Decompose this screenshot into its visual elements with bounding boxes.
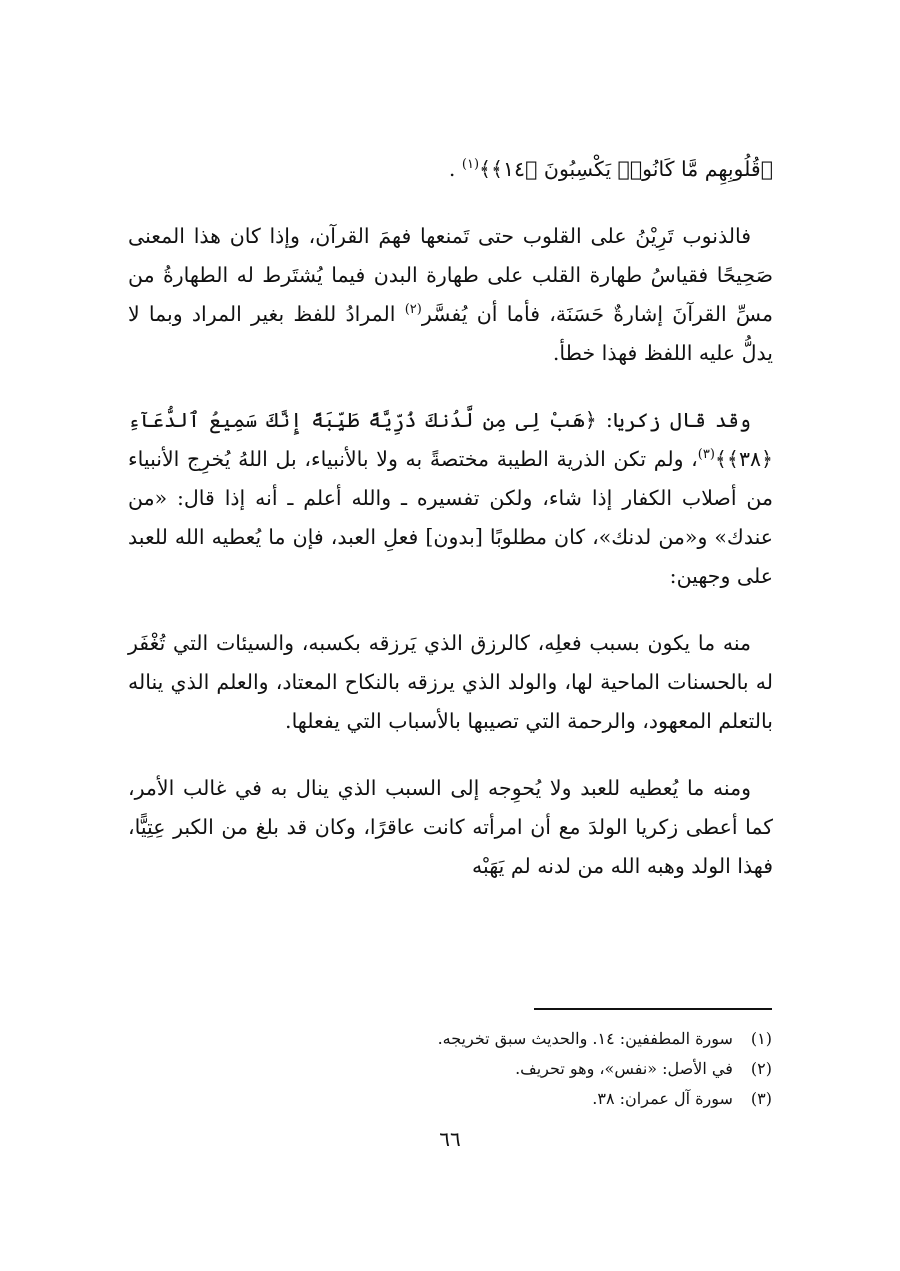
footnote-divider — [534, 1008, 772, 1010]
footnote-1-number: (١) — [750, 1029, 772, 1048]
footnote-2 — [127, 1054, 772, 1084]
footnote-3-number: (٣) — [750, 1089, 772, 1108]
paragraph-3 — [128, 401, 773, 596]
footnote-ref-3: (٣) — [697, 447, 715, 463]
paragraph-1 — [128, 150, 773, 189]
paragraph-1-text: . — [448, 157, 462, 181]
footnote-3 — [127, 1084, 772, 1114]
footnote-2-text: في الأصل: «نفس»، وهو تحريف. — [515, 1059, 733, 1078]
paragraph-2-text-b: المرادُ للفظ بغير المراد وبما لا يدلُّ عليه اللفظ فهذا خطأ. — [128, 302, 773, 365]
quran-verse-1: ﴿قُلُوبِهِم مَّا كَانُوا۟ يَكْسِبُونَ ﴿١٤﴾﴾ — [479, 157, 773, 181]
paragraph-5 — [128, 769, 773, 886]
footnote-ref-2: (٢) — [404, 302, 422, 318]
paragraph-2-text-a: فالذنوب تَرِيْنُ على القلوب حتى تَمنعها فهمَ القرآن، وإذا كان هذا المعنى صَحِيحًا فقياسُ طهارة القلب على طهارة البدن فيما يُشتَرط له الطهارةُ من مسِّ القرآنَ إشارةٌ حَسَنَة، فأما أن يُفسَّر — [128, 224, 773, 326]
page-number: ٦٦ — [439, 1127, 461, 1151]
footnote-1 — [127, 1024, 772, 1054]
footnotes — [127, 1024, 772, 1114]
footnote-ref-1: (١) — [461, 157, 480, 173]
quran-verse-2: ﴿هَبْ لِى مِن لَّدُنكَ ذُرِّيَّةً طَيِّبَةً إِنَّكَ سَمِيعُ ٱلدُّعَآءِ ﴿٣٨﴾﴾ — [128, 408, 773, 471]
footnote-3-text: سورة آل عمران: ٣٨. — [592, 1089, 733, 1108]
paragraph-5-text: ومنه ما يُعطيه للعبد ولا يُحوِجه إلى السبب الذي ينال به في غالب الأمر، كما أعطى زكريا الولدَ مع أن امرأته كانت عاقرًا، وكان قد بلغ من الكبر عِتِيًّا، فهذا الولد وهبه الله من لدنه لم يَهَبْه — [128, 776, 773, 878]
paragraph-4 — [128, 624, 773, 741]
main-text — [128, 150, 773, 914]
footnote-2-number: (٢) — [750, 1059, 772, 1078]
paragraph-2 — [128, 217, 773, 373]
paragraph-3-text-b: ، ولم تكن الذرية الطيبة مختصةً به ولا بالأنبياء، بل اللهُ يُخرِج الأنبياء من أصلاب الكفار إذا شاء، ولكن تفسيره ـ والله أعلم ـ أنه إذا قال: «من عندك» و«من لدنك»، كان مطلوبًا [بدون] فعلِ العبد، فإن ما يُعطيه الله للعبد على وجهين: — [128, 447, 773, 588]
paragraph-3-text-a: وقد قال زكريا: — [596, 408, 751, 432]
paragraph-4-text: منه ما يكون بسبب فعلِه، كالرزق الذي يَرزقه بكسبه، والسيئات التي تُغْفَر له بالحسنات الماحية لها، والولد الذي يرزقه بالنكاح المعتاد، والعلم الذي يناله بالتعلم المعهود، والرحمة التي تصيبها بالأسباب التي يفعلها. — [128, 631, 773, 733]
footnote-1-text: سورة المطففين: ١٤. والحديث سبق تخريجه. — [437, 1029, 733, 1048]
